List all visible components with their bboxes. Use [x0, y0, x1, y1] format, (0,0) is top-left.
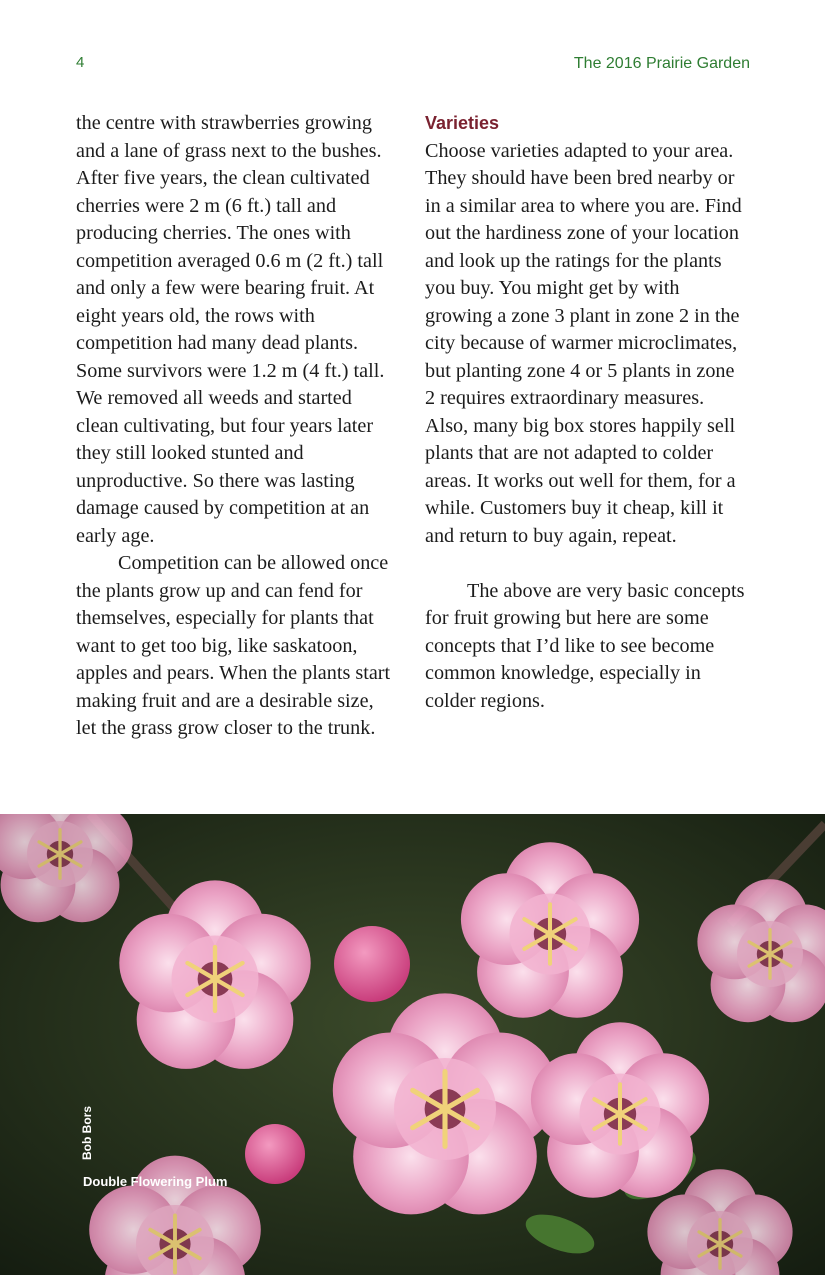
body-paragraph: the centre with strawberries growing and a lane of grass next to the bushes. After five years, the clean cultivated cherries were 2 m (6 ft.) tall and producing cherries. The ones with competition averaged 0.6 m (2 ft.) tall and only a few were bearing fruit. At eight years old, the rows with competition had many dead plants. Some survivors were 1.2 m (4 ft.) tall. We removed all weeds and started clean cultivating, but four years later they still looked stunted and unproductive. So there was lasting damage caused by competition at an early age. [76, 112, 385, 547]
flower-illustration [0, 814, 825, 1275]
body-paragraph: The above are very basic concepts for fruit growing but here are some concepts that I’d like to see become common knowledge, especially in colder regions. [425, 579, 745, 712]
section-heading: Varieties [425, 113, 500, 133]
body-paragraph: Choose varieties adapted to your area. They should have been bred nearby or in a similar area to where you are. Find out the hardiness zone of your location and look up the ratings for the plants you buy. You might get by with growing a zone 3 plant in zone 2 in the city because of warmer microclimates, but planting zone 4 or 5 plants in zone 2 requires extraordinary measures. Also, many big box stores happily sell plants that are not adapted to colder areas. It works out well for them, for a while. Customers buy it cheap, kill it and return to buy again, repeat. [425, 139, 742, 547]
running-head: The 2016 Prairie Garden [573, 55, 750, 72]
flower-photo [0, 814, 825, 1275]
page-number: 4 [76, 54, 85, 71]
photo-caption: Double Flowering Plum [83, 1174, 228, 1189]
right-column [425, 110, 747, 715]
body-paragraph: Competition can be allowed once the plants grow up and can fend for themselves, especially for plants that want to get too big, like saskatoon, apples and pears. When the plants start making fruit and are a desirable size, let the grass grow closer to the trunk. [76, 552, 391, 739]
paragraph-gap [425, 550, 747, 578]
photo-credit: Bob Bors [80, 1106, 94, 1160]
left-column [76, 110, 398, 743]
